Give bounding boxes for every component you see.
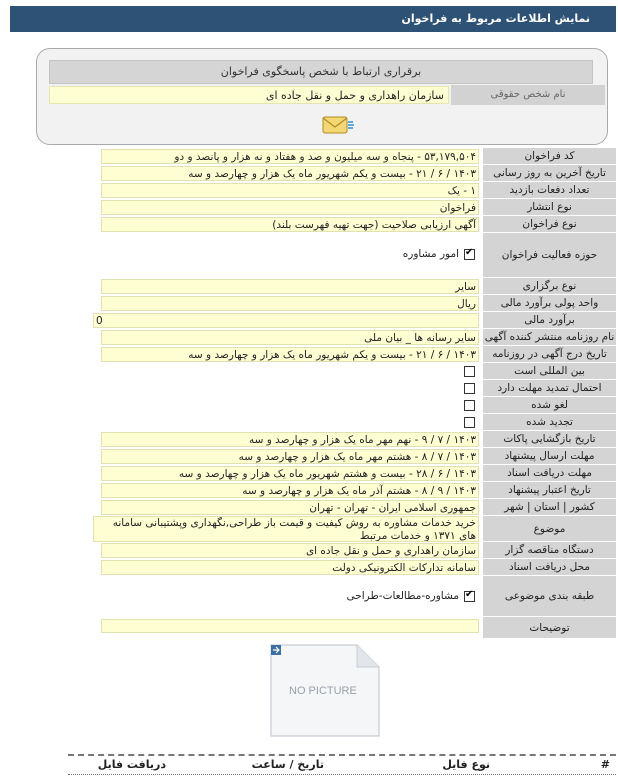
row-opening-date (20, 431, 616, 448)
activity-text: امور مشاوره (402, 248, 459, 260)
no-picture-image (269, 643, 381, 738)
label-activity-field: حوزه فعالیت فراخوان (483, 233, 616, 278)
row-cancelled (20, 397, 616, 414)
label-description: توضیحات (483, 617, 616, 639)
row-international (20, 363, 616, 380)
label-tender-code: کد فراخوان (483, 148, 616, 165)
row-tender-type (20, 216, 616, 233)
row-docs-deadline (20, 465, 616, 482)
page (10, 0, 616, 783)
label-location: کشور | استان | شهر (483, 499, 616, 516)
row-tender-code (20, 148, 616, 165)
contact-heading: برقراری ارتباط با شخص پاسخگوی فراخوان (49, 60, 593, 84)
label-ad-date: تاریخ درج آگهی در روزنامه (483, 346, 616, 363)
value-publish-type: فراخوان (101, 200, 479, 215)
label-visits: تعداد دفعات بازدید (483, 182, 616, 199)
col-download: دریافت فایل (97, 758, 166, 771)
contact-panel (36, 48, 608, 145)
label-publish-type: نوع انتشار (483, 199, 616, 216)
row-publish-type (20, 199, 616, 216)
value-validity: ۱۴۰۳ / ۹ / ۸ - هشتم آذر ماه یک هزار و چهارصد و سه (101, 483, 479, 498)
cancelled-checkbox[interactable] (464, 400, 475, 411)
international-checkbox[interactable] (464, 366, 475, 377)
label-currency: واحد پولی برآورد مالی (483, 295, 616, 312)
value-estimate: 0 (93, 313, 479, 328)
value-currency: ریال (101, 296, 479, 311)
label-docs-place: محل دریافت اسناد (483, 559, 616, 576)
category-text: مشاوره-مطالعات-طراحی (346, 590, 459, 602)
label-cancelled: لغو شده (483, 397, 616, 414)
label-category: طبقه بندی موضوعی (483, 576, 616, 617)
col-file-type: نوع فایل (442, 758, 490, 771)
person-value: سازمان راهداری و حمل و نقل جاده ای (49, 86, 449, 104)
value-opening-date: ۱۴۰۳ / ۷ / ۹ - نهم مهر ماه یک هزار و چهارصد و سه (101, 432, 479, 447)
value-subject: خرید خدمات مشاوره به روش کیفیت و قیمت باز طراحی,نگهداری وپشتیبانی سامانه های ۱۳۷۱ و خدمات مرتبط (93, 516, 479, 542)
row-submit-deadline (20, 448, 616, 465)
no-picture-text: NO PICTURE (289, 685, 357, 697)
value-docs-deadline: ۱۴۰۳ / ۶ / ۲۸ - بیست و هشتم شهریور ماه یک هزار و چهارصد و سه (101, 466, 479, 481)
value-last-update: ۱۴۰۳ / ۶ / ۲۱ - بیست و یکم شهریور ماه یک هزار و چهارصد و سه (101, 166, 479, 181)
page-title: نمایش اطلاعات مربوط به فراخوان (10, 6, 616, 32)
label-tender-type: نوع فراخوان (483, 216, 616, 233)
person-label: نام شخص حقوقی (451, 85, 605, 105)
row-newspaper (20, 329, 616, 346)
label-opening-date: تاریخ بازگشایی پاکات (483, 431, 616, 448)
col-date-time: تاریخ / ساعت (251, 758, 324, 771)
label-international: بین المللی است (483, 363, 616, 380)
files-table-header (68, 754, 616, 775)
row-validity (20, 482, 616, 499)
label-holding-type: نوع برگزاری (483, 278, 616, 295)
row-subject (20, 516, 616, 542)
value-submit-deadline: ۱۴۰۳ / ۷ / ۸ - هشتم مهر ماه یک هزار و چهارصد و سه (101, 449, 479, 464)
row-renewed (20, 414, 616, 431)
activity-checkbox[interactable] (464, 249, 475, 260)
renewed-checkbox[interactable] (464, 417, 475, 428)
label-estimate: برآورد مالی (483, 312, 616, 329)
row-organizer (20, 542, 616, 559)
row-extension (20, 380, 616, 397)
col-number: # (600, 758, 610, 771)
label-organizer: دستگاه مناقصه گزار (483, 542, 616, 559)
label-submit-deadline: مهلت ارسال پیشنهاد (483, 448, 616, 465)
row-activity-field (20, 233, 616, 278)
value-newspaper: سایر رسانه ها _ بیان ملی (101, 330, 479, 345)
value-description (101, 619, 479, 633)
row-last-update (20, 165, 616, 182)
value-organizer: سازمان راهداری و حمل و نقل جاده ای (101, 543, 479, 558)
value-location: جمهوری اسلامی ایران - تهران - تهران (101, 500, 479, 515)
value-tender-type: آگهی ارزیابی صلاحیت (جهت تهیه فهرست بلند) (101, 217, 479, 232)
row-currency (20, 295, 616, 312)
envelope-icon[interactable] (321, 113, 355, 137)
row-estimate (20, 312, 616, 329)
label-extension: احتمال تمدید مهلت دارد (483, 380, 616, 397)
label-validity: تاریخ اعتبار پیشنهاد (483, 482, 616, 499)
label-last-update: تاریخ آخرین به روز رسانی (483, 165, 616, 182)
extension-checkbox[interactable] (464, 383, 475, 394)
value-tender-code: ۵۳,۱۷۹,۵۰۴ - پنجاه و سه میلیون و صد و هفتاد و نه هزار و پانصد و دو (101, 149, 479, 164)
row-category (20, 576, 616, 617)
row-description (20, 617, 616, 639)
value-visits: ۱ - یک (101, 183, 479, 198)
value-holding-type: سایر (101, 279, 479, 294)
row-location (20, 499, 616, 516)
label-newspaper: نام روزنامه منتشر کننده آگهی (483, 329, 616, 346)
value-ad-date: ۱۴۰۳ / ۶ / ۲۱ - بیست و یکم شهریور ماه یک هزار و چهارصد و سه (101, 347, 479, 362)
row-holding-type (20, 278, 616, 295)
row-ad-date (20, 346, 616, 363)
label-subject: موضوع (483, 516, 616, 542)
row-visits (20, 182, 616, 199)
value-docs-place: سامانه تدارکات الکترونیکی دولت (101, 560, 479, 575)
row-docs-place (20, 559, 616, 576)
label-renewed: تجدید شده (483, 414, 616, 431)
label-docs-deadline: مهلت دریافت اسناد (483, 465, 616, 482)
category-checkbox[interactable] (464, 591, 475, 602)
